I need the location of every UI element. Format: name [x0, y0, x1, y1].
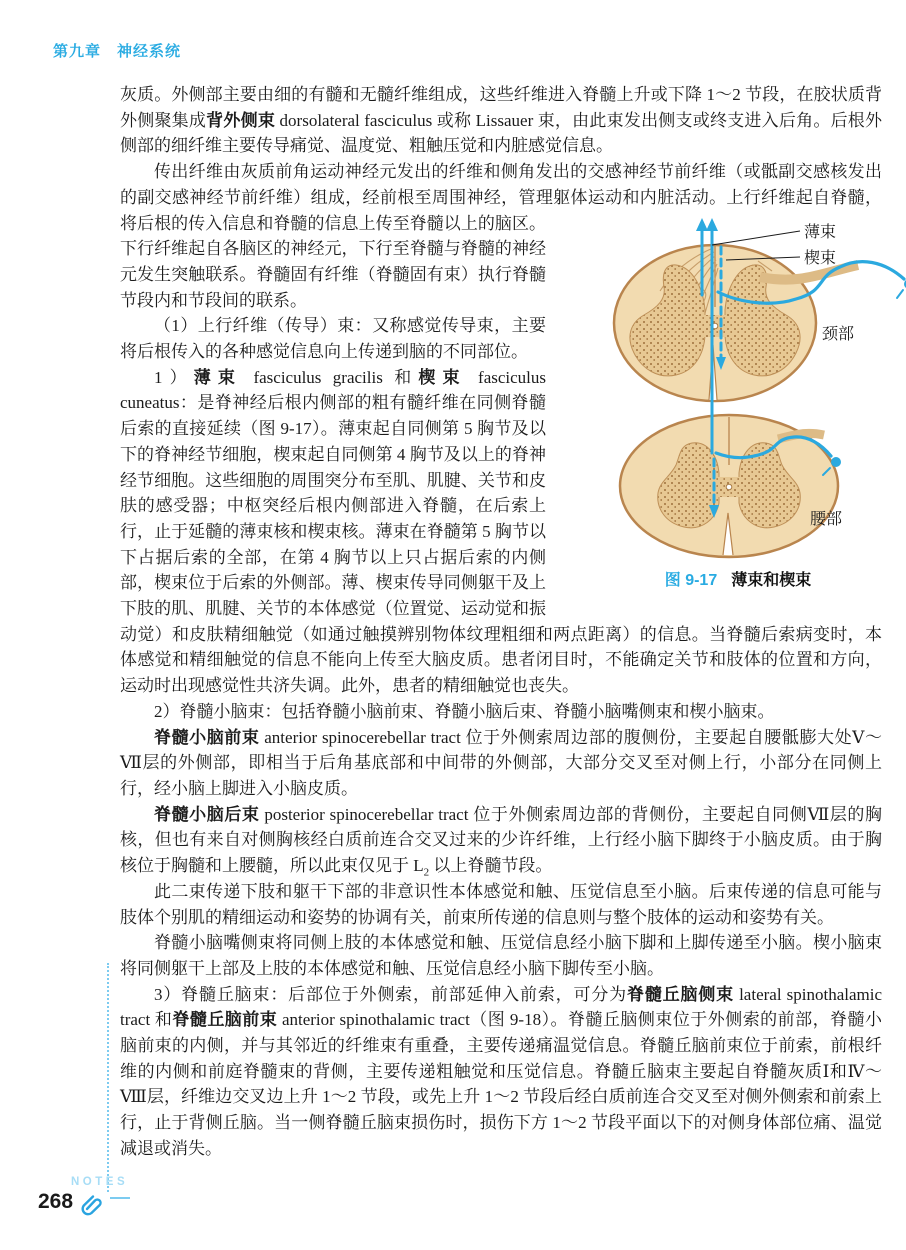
- figure-canvas: [566, 215, 882, 567]
- chapter-header: 第九章 神经系统: [53, 43, 182, 60]
- text-run: 灰质。外侧部主要由细的有髓和无髓纤维组成，这些纤维进入脊髓上升或下降 1～2 节段，在胶状质背外侧聚集成: [120, 85, 882, 130]
- bold-term: 脊髓小脑后束: [154, 804, 260, 824]
- paragraph: [120, 930, 882, 981]
- lumbar-section: [620, 415, 838, 557]
- spinal-cord-figure: [600, 215, 906, 559]
- text-run: 以上脊髓节段。: [429, 856, 553, 876]
- lumbar-ganglion: [831, 457, 841, 467]
- paragraph: [120, 725, 882, 802]
- paperclip-icon: [80, 1192, 106, 1223]
- text-run: 3）脊髓丘脑束：后部位于外侧索，前部延伸入前索，可分为: [154, 984, 627, 1004]
- text-run: （1）上行纤维（传导）束：又称感觉传导束，主要将后根传入的各种感觉信息向上传递到脑的不同部位。: [120, 316, 546, 362]
- figure-caption-number: 图 9-17: [664, 572, 718, 590]
- text-run: lateral spinothalamic tract 和: [120, 984, 883, 1030]
- bold-term: 脊髓丘脑侧束: [627, 984, 734, 1004]
- text-run: fasciculus cuneatus：是脊神经后根内侧部的粗有髓纤维在同侧脊髓后索的直接延续（图 9-17）。薄束起自同侧第 5 胸节及以下的脊神经节细胞，楔束起自同侧第 4 胸节及以上的脊神经节细胞。这些细胞的周围突分布至肌、肌腱、关节和皮肤的感受器；中枢突经后根内侧部进入脊髓，在后索上行，止于延髓的薄束核和楔束核。薄束在脊髓第 5 胸节以下占据后索的全部，在第 4 胸节以上只占据后索的内侧部，楔束位于后索的外侧部。薄、楔束传导同侧躯干及上下肢的肌、肌腱、关节的本体感觉（位置觉、运动觉和振动觉）和皮肤精细触觉（如通过触摸辨别物体纹理粗细和两点距离）的信息。当脊髓后索病变时，本体感觉和精细触觉的信息不能向上传至大脑皮质。患者闭目时，不能确定关节和肢体的位置和方向，运动时出现感觉性共济失调。此外，患者的精细触觉也丧失。: [120, 367, 882, 696]
- text-run: fasciculus gracilis 和: [242, 367, 419, 387]
- text-run: 传出纤维由灰质前角运动神经元发出的纤维和侧角发出的交感神经节前纤维（或骶副交感核发出的副交感神经节前纤维）组成，经前根至周围神经，管理躯体运动和内脏活动。上行纤维起自脊髓，: [120, 162, 882, 207]
- text-run: 1）: [154, 367, 194, 387]
- figure-caption-title: 薄束和楔束: [731, 572, 812, 590]
- notes-dotted-line: [107, 963, 109, 1192]
- text-run: 2）脊髓小脑束：包括脊髓小脑前束、脊髓小脑后束、脊髓小脑嘴侧束和楔小脑束。: [154, 701, 775, 721]
- text-run: dorsolateral fasciculus 或称 Lissauer 束，由此束发出侧支或终支进入后角。后根外侧部的细纤维主要传导痛觉、温度觉、粗触压觉和内脏感觉信息。: [120, 110, 883, 156]
- bold-term: 脊髓小脑前束: [154, 727, 260, 747]
- figure-caption: [560, 568, 882, 594]
- text-run: 2: [423, 866, 430, 879]
- bold-term: 脊髓丘脑前束: [172, 1010, 278, 1030]
- article: [120, 82, 882, 1162]
- paragraph: [120, 802, 882, 879]
- paragraph: [120, 879, 882, 930]
- text-run: posterior spinocerebellar tract 位于外侧索周边部的背侧份，主要起自同侧Ⅶ层的胸核，但也有来自对侧胸核经白质前连合交叉过来的少许纤维，上行经小脑下脚终于小脑皮质。由于胸核位于胸髓和上腰髓，所以此束仅见于 L: [120, 804, 883, 876]
- label-cervical: 颈部: [822, 325, 855, 343]
- label-lumbar: 腰部: [810, 510, 843, 528]
- label-fasciculus-cuneatus: 楔束: [804, 249, 837, 267]
- text-run: anterior spinocerebellar tract 位于外侧索周边部的腹侧份，主要起自腰骶膨大处Ⅴ～Ⅶ层的外侧部，即相当于后角基底部和中间带的外侧部，大部分交叉至对侧上行，小部分在同侧上行，经小脑上脚进入小脑皮质。: [120, 727, 883, 798]
- bold-term: 薄束: [193, 367, 243, 387]
- bold-term: 楔束: [418, 367, 467, 387]
- text-run: anterior spinothalamic tract（图 9-18）。脊髓丘脑侧束位于外侧索的前部，脊髓小脑前束的内侧，并与其邻近的纤维束有重叠，主要传递痛温觉信息。脊髓丘脑前束位于前索，前根纤维的内侧和前庭脊髓束的背侧，主要传递粗触觉和压觉信息。脊髓丘脑束主要起自脊髓灰质Ⅰ和Ⅳ～Ⅷ层，纤维边交叉边上升 1～2 节段，或先上升 1～2 节段后经白质前连合交叉至对侧外侧索和前索上行，止于背侧丘脑。当一侧脊髓丘脑束损伤时，损伤下方 1～2 节段平面以下的对侧身体部位痛、温觉减退或消失。: [120, 1010, 882, 1158]
- notes-connector-line: [110, 1197, 130, 1199]
- figure-9-17: [560, 215, 882, 594]
- text-run: 将后根的传入信息和脊髓的信息上传至脊髓以上的脑区。下行纤维起自各脑区的神经元，下行至脊髓与脊髓的神经元发生突触联系。脊髓固有纤维（脊髓固有束）执行脊髓节段内和节段间的联系。: [120, 213, 546, 310]
- text-run: 脊髓小脑嘴侧束将同侧上肢的本体感觉和触、压觉信息经小脑下脚和上脚传递至小脑。楔小脑束将同侧躯干上部及上肢的本体感觉和触、压觉信息经小脑下脚传至小脑。: [120, 933, 882, 978]
- label-fasciculus-gracilis: 薄束: [804, 223, 837, 241]
- paragraph: [120, 699, 882, 725]
- paragraph: [120, 982, 882, 1162]
- notes-label: NOTES: [71, 1176, 129, 1188]
- page-number: 268: [38, 1190, 74, 1213]
- text-run: 此二束传递下肢和躯干下部的非意识性本体感觉和触、压觉信息至小脑。后束传递的信息可能与肢体个别肌的精细运动和姿势的协调有关，前束所传递的信息则与整个肢体的运动和姿势有关。: [120, 881, 882, 927]
- paragraph: [120, 82, 882, 159]
- bold-term: 背外侧束: [206, 110, 276, 130]
- cervical-section: [614, 245, 816, 401]
